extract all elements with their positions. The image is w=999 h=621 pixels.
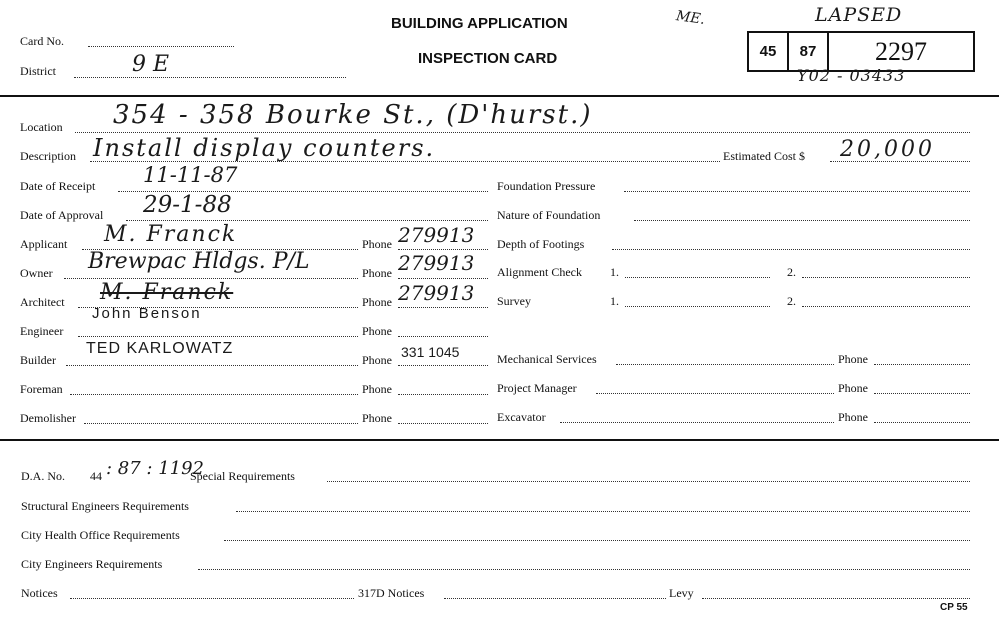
special-requirements-field[interactable] [327,481,970,482]
location-label: Location [20,120,63,134]
foreman-phone-field[interactable] [398,394,488,395]
owner-label: Owner [20,266,53,280]
builder-phone-field[interactable] [398,365,488,366]
project-manager-phone-field[interactable] [874,393,970,394]
special-requirements-label: Special Requirements [190,469,295,483]
architect-label: Architect [20,295,65,309]
foundation-pressure-label: Foundation Pressure [497,179,596,193]
foreman-phone-label: Phone [362,382,392,396]
notices-317d-field[interactable] [444,598,666,599]
header-divider [0,95,999,97]
survey-field-2[interactable] [802,306,970,307]
architect-phone-field[interactable] [398,307,488,308]
district-label: District [20,64,56,78]
description-value: Install display counters. [93,134,436,162]
da-no-value: : 87 : 1192 [106,458,205,479]
owner-phone-label: Phone [362,266,392,280]
project-manager-label: Project Manager [497,381,577,395]
form-title-line2: INSPECTION CARD [418,50,558,67]
builder-label: Builder [20,353,56,367]
project-manager-field[interactable] [596,393,834,394]
date-approval-label: Date of Approval [20,208,104,222]
architect-value-struck: M. Franck [100,280,234,305]
builder-value: TED KARLOWATZ [86,340,234,357]
applicant-phone-label: Phone [362,237,392,251]
demolisher-phone-label: Phone [362,411,392,425]
code-box-year: 87 [787,31,829,72]
levy-label: Levy [669,586,694,600]
form-code: CP 55 [940,602,968,613]
alignment-check-num1: 1. [610,265,619,279]
applicant-label: Applicant [20,237,68,251]
survey-label: Survey [497,294,531,308]
section-divider [0,439,999,441]
card-no-field[interactable] [88,46,234,47]
alignment-check-field-1[interactable] [625,277,770,278]
notices-label: Notices [21,586,58,600]
applicant-phone-value: 279913 [398,223,475,247]
applicant-value: M. Franck [104,222,238,247]
nature-foundation-field[interactable] [634,220,970,221]
da-no-label: D.A. No. [21,469,65,483]
district-value: 9 E [132,52,170,77]
depth-footings-label: Depth of Footings [497,237,585,251]
builder-field[interactable] [66,365,358,366]
estimated-cost-label: Estimated Cost $ [723,149,805,163]
foreman-label: Foreman [20,382,63,396]
owner-field[interactable] [64,278,358,279]
mechanical-services-field[interactable] [616,364,834,365]
date-receipt-value: 11-11-87 [143,163,238,187]
structural-engineers-field[interactable] [236,511,970,512]
levy-field[interactable] [702,598,970,599]
owner-phone-field[interactable] [398,278,488,279]
alignment-check-label: Alignment Check [497,265,582,279]
engineer-label: Engineer [20,324,64,338]
demolisher-field[interactable] [84,423,358,424]
engineer-phone-label: Phone [362,324,392,338]
location-value: 354 - 358 Bourke St., (D'hurst.) [113,100,593,130]
date-approval-value: 29-1-88 [143,192,232,218]
alignment-check-num2: 2. [787,265,796,279]
card-no-label: Card No. [20,34,64,48]
architect-phone-label: Phone [362,295,392,309]
excavator-phone-field[interactable] [874,422,970,423]
mechanical-phone-label: Phone [838,352,868,366]
architect-correction: John Benson [92,305,202,322]
form-title-line1: BUILDING APPLICATION [391,15,568,32]
notices-317d-label: 317D Notices [358,586,425,600]
district-field[interactable] [74,77,346,78]
mechanical-phone-field[interactable] [874,364,970,365]
builder-phone-label: Phone [362,353,392,367]
city-engineers-label: City Engineers Requirements [21,557,163,571]
reference-number: Y02 - 03433 [797,66,906,85]
depth-footings-field[interactable] [612,249,970,250]
demolisher-phone-field[interactable] [398,423,488,424]
nature-foundation-label: Nature of Foundation [497,208,601,222]
excavator-phone-label: Phone [838,410,868,424]
excavator-field[interactable] [560,422,834,423]
excavator-label: Excavator [497,410,546,424]
owner-phone-value: 279913 [398,251,475,275]
code-box-district: 45 [747,31,789,72]
mechanical-services-label: Mechanical Services [497,352,597,366]
survey-num1: 1. [610,294,619,308]
alignment-check-field-2[interactable] [802,277,970,278]
estimated-cost-value: 20,000 [840,137,935,162]
survey-field-1[interactable] [625,306,770,307]
owner-value: Brewpac Hldgs. P/L [88,249,310,274]
city-health-field[interactable] [224,540,970,541]
engineer-phone-field[interactable] [398,336,488,337]
notices-field[interactable] [70,598,354,599]
builder-phone-value: 331 1045 [401,344,460,360]
description-label: Description [20,149,76,163]
survey-num2: 2. [787,294,796,308]
engineer-field[interactable] [78,336,358,337]
da-no-prefix: 44 [90,469,102,483]
city-health-label: City Health Office Requirements [21,528,180,542]
foreman-field[interactable] [70,394,358,395]
project-manager-phone-label: Phone [838,381,868,395]
date-receipt-label: Date of Receipt [20,179,96,193]
structural-engineers-label: Structural Engineers Requirements [21,499,189,513]
code-box-card-number: 2297 [827,31,975,72]
city-engineers-field[interactable] [198,569,970,570]
lapsed-annotation: LAPSED [815,4,903,26]
demolisher-label: Demolisher [20,411,76,425]
initials-annotation: ME. [675,8,706,28]
architect-phone-value: 279913 [398,281,475,305]
location-field[interactable] [75,132,970,133]
foundation-pressure-field[interactable] [624,191,970,192]
applicant-phone-field[interactable] [398,249,488,250]
date-approval-field[interactable] [126,220,488,221]
